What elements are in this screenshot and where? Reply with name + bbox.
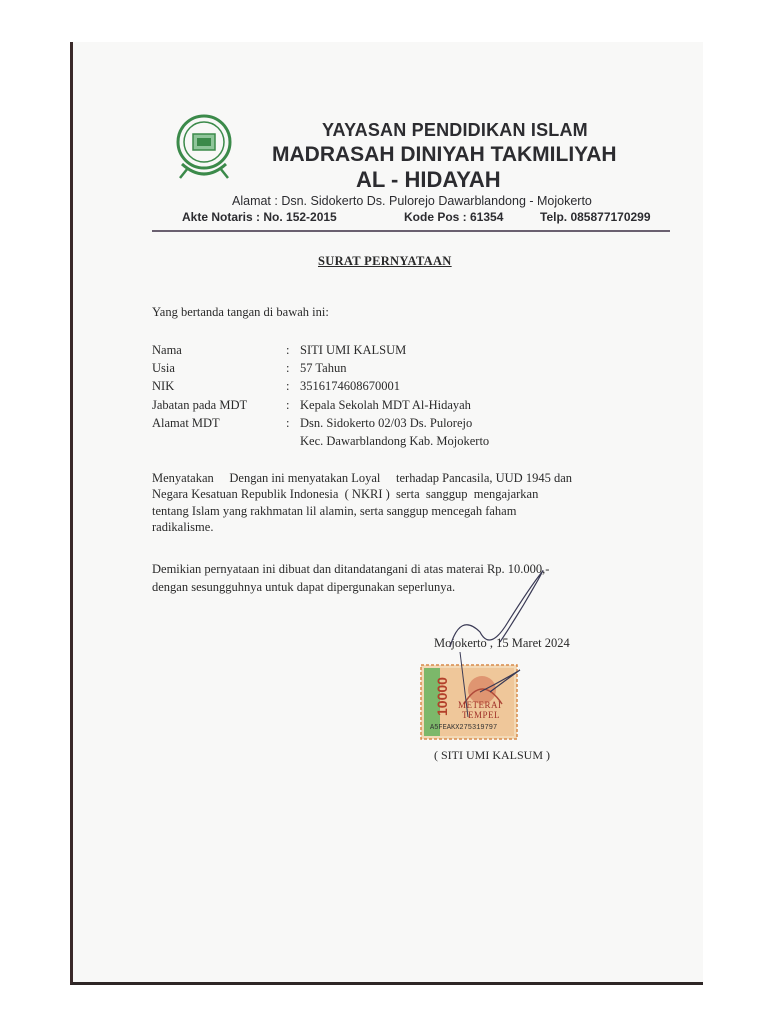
closing-line: dengan sesungguhnya untuk dapat dipergunakan seperlunya. — [152, 580, 456, 594]
field-colon: : — [286, 379, 290, 393]
institution-name: AL - HIDAYAH — [356, 167, 501, 192]
postal-code: Kode Pos : 61354 — [404, 210, 504, 224]
stamp-serial: A5FEAKX275319797 — [430, 724, 498, 732]
school-logo — [174, 112, 234, 192]
statement-line: radikalisme. — [152, 520, 214, 534]
school-name: MADRASAH DINIYAH TAKMILIYAH — [272, 143, 617, 166]
field-value-nik: 3516174608670001 — [300, 379, 400, 393]
field-label-jabatan: Jabatan pada MDT — [152, 398, 248, 412]
intro-text: Yang bertanda tangan di bawah ini: — [152, 305, 329, 319]
field-colon: : — [286, 398, 290, 412]
phone-number: Telp. 085877170299 — [540, 210, 651, 224]
field-value-usia: 57 Tahun — [300, 361, 347, 375]
field-label-nama: Nama — [152, 343, 182, 357]
closing-line: Demikian pernyataan ini dibuat dan ditandatangani di atas materai Rp. 10.000,- — [152, 562, 550, 576]
foundation-name: YAYASAN PENDIDIKAN ISLAM — [322, 120, 588, 140]
field-colon: : — [286, 361, 290, 375]
stamp-label: TEMPEL — [462, 710, 500, 720]
statement-line: Negara Kesatuan Republik Indonesia ( NKRI ) serta sanggup mengajarkan — [152, 487, 539, 501]
field-value-jabatan: Kepala Sekolah MDT Al-Hidayah — [300, 398, 471, 412]
statement-line: tentang Islam yang rakhmatan lil alamin, serta sanggup mencegah faham — [152, 504, 517, 518]
field-label-alamat: Alamat MDT — [152, 416, 220, 430]
revenue-stamp — [420, 664, 532, 742]
field-value-alamat-line2: Kec. Dawarblandong Kab. Mojokerto — [300, 434, 490, 448]
stamp-value: 10000 — [434, 677, 450, 716]
notary-deed: Akte Notaris : No. 152-2015 — [182, 210, 337, 224]
letterhead-divider — [152, 230, 670, 232]
field-value-nama: SITI UMI KALSUM — [300, 343, 407, 357]
place-date: Mojokerto , 15 Maret 2024 — [434, 636, 570, 650]
field-value-alamat: Dsn. Sidokerto 02/03 Ds. Pulorejo — [300, 416, 473, 430]
field-label-usia: Usia — [152, 361, 175, 375]
field-colon: : — [286, 343, 290, 357]
field-label-nik: NIK — [152, 379, 175, 393]
letterhead-address: Alamat : Dsn. Sidokerto Ds. Pulorejo Dawarblandong - Mojokerto — [232, 194, 592, 208]
stamp-label: METERAI — [458, 700, 502, 710]
document-title: SURAT PERNYATAAN — [318, 254, 452, 268]
signatory-name: ( SITI UMI KALSUM ) — [434, 748, 550, 762]
statement-line: Menyatakan Dengan ini menyatakan Loyal terhadap Pancasila, UUD 1945 dan — [152, 471, 573, 485]
field-colon: : — [286, 416, 290, 430]
